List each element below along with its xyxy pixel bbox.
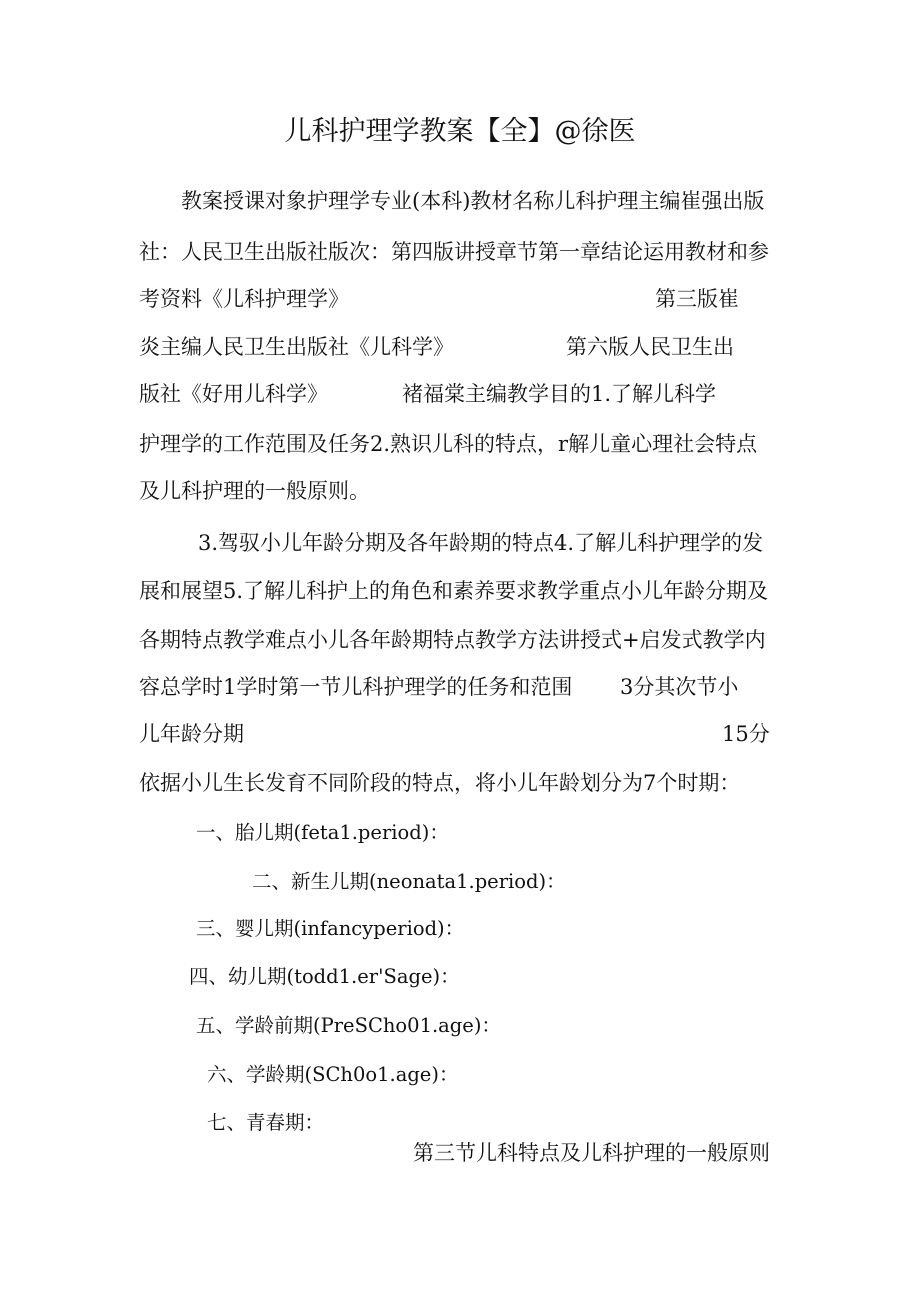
para2-line-6: 依据小儿生长发育不同阶段的特点，将小儿年龄划分为7个时期：: [139, 771, 741, 795]
para2-line-4-left: 容总学时1学时第一节儿科护理学的任务和范围: [139, 675, 573, 699]
intro-line-4-right: 第六版人民卫生出: [566, 335, 734, 359]
intro-line-5-right: 褚福棠主编教学目的1.了解儿科学: [402, 382, 717, 406]
intro-line-7: 及儿科护理的一般原则。: [139, 479, 370, 503]
section-3-heading: 第三节儿科特点及儿科护理的一般原则: [413, 1141, 770, 1165]
intro-line-6: 护理学的工作范围及任务2.熟识儿科的特点，r解儿童心理社会特点: [139, 432, 758, 456]
para2-line-2: 展和展望5.了解儿科护上的角色和素养要求教学重点小儿年龄分期及: [139, 579, 769, 603]
intro-line-5-left: 版社《好用儿科学》: [139, 382, 328, 406]
para2-line-4-right: 3分其次节小: [620, 675, 739, 699]
intro-line-4-left: 炎主编人民卫生出版社《儿科学》: [139, 335, 454, 359]
intro-line-1: 教案授课对象护理学专业(本科)教材名称儿科护理主编崔强出版: [181, 189, 765, 213]
document-title: 儿科护理学教案【全】@徐医: [284, 116, 636, 147]
period-item-6: 六、学龄期(SCh0o1.age)：: [207, 1063, 459, 1086]
para2-line-5-left: 儿年龄分期: [139, 722, 244, 746]
para2-line-1: 3.驾驭小儿年龄分期及各年龄期的特点4.了解儿科护理学的发: [198, 531, 764, 555]
intro-line-3-left: 考资料《儿科护理学》: [139, 287, 349, 311]
period-item-1: 一、胎儿期(feta1.period)：: [196, 821, 449, 844]
para2-line-3: 各期特点教学难点小儿各年龄期特点教学方法讲授式+启发式教学内: [139, 628, 766, 652]
intro-line-2: 社：人民卫生出版社版次：第四版讲授章节第一章结论运用教材和参: [139, 240, 769, 264]
period-item-3: 三、婴儿期(infancyperiod)：: [196, 917, 465, 940]
period-item-5: 五、学龄前期(PreSCho01.age)：: [196, 1014, 501, 1037]
para2-line-5-right: 15分: [722, 722, 770, 746]
period-item-2: 二、新生儿期(neonata1.period)：: [252, 870, 566, 893]
period-item-4: 四、幼儿期(todd1.er'Sage)：: [189, 965, 460, 988]
period-item-7: 七、青春期：: [207, 1111, 325, 1134]
intro-line-3-right: 第三版崔: [655, 287, 739, 311]
